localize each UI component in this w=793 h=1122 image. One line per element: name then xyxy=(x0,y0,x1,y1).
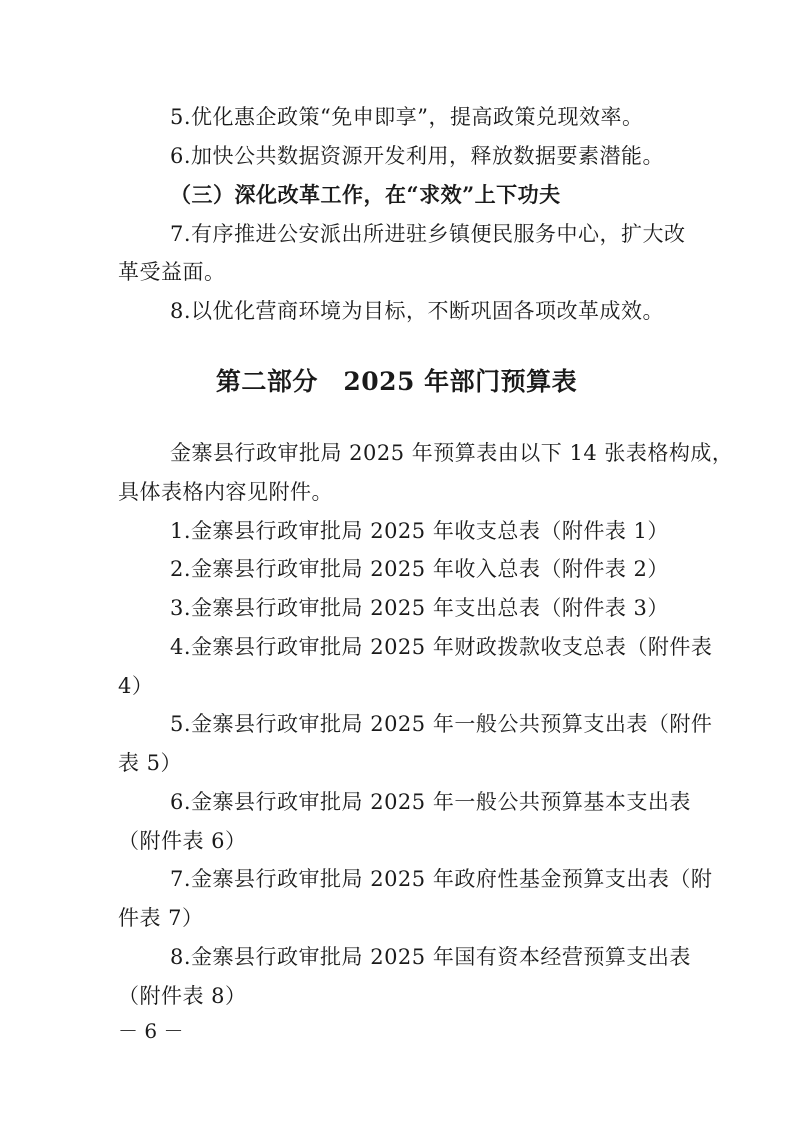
table-list-item-4-line-2: 4） xyxy=(118,674,154,698)
table-list-item-2: 2.金寨县行政审批局 2025 年收入总表（附件表 2） xyxy=(170,557,669,581)
page-number: － 6 － xyxy=(118,1019,184,1043)
paragraph-item-5: 5.优化惠企政策“免申即享”，提高政策兑现效率。 xyxy=(170,105,644,129)
paragraph-item-7-line-2: 革受益面。 xyxy=(118,260,226,284)
paragraph-item-6: 6.加快公共数据资源开发利用，释放数据要素潜能。 xyxy=(170,144,665,168)
table-list-item-8-line-1: 8.金寨县行政审批局 2025 年国有资本经营预算支出表 xyxy=(170,945,691,969)
table-list-item-5-line-1: 5.金寨县行政审批局 2025 年一般公共预算支出表（附件 xyxy=(170,712,713,736)
table-list-item-8-line-2: （附件表 8） xyxy=(118,984,247,1008)
paragraph-item-7-line-1: 7.有序推进公安派出所进驻乡镇便民服务中心，扩大改 xyxy=(170,222,686,246)
table-list-item-7-line-2: 件表 7） xyxy=(118,906,204,930)
table-list-item-4-line-1: 4.金寨县行政审批局 2025 年财政拨款收支总表（附件表 xyxy=(170,635,713,659)
intro-line-2: 具体表格内容见附件。 xyxy=(118,480,333,504)
table-list-item-6-line-1: 6.金寨县行政审批局 2025 年一般公共预算基本支出表 xyxy=(170,790,691,814)
intro-line-1: 金寨县行政审批局 2025 年预算表由以下 14 张表格构成， xyxy=(170,441,734,465)
part-two-title: 第二部分 2025 年部门预算表 xyxy=(215,367,578,396)
table-list-item-6-line-2: （附件表 6） xyxy=(118,829,247,853)
table-list-item-3: 3.金寨县行政审批局 2025 年支出总表（附件表 3） xyxy=(170,596,669,620)
paragraph-item-8: 8.以优化营商环境为目标，不断巩固各项改革成效。 xyxy=(170,299,665,323)
table-list-item-1: 1.金寨县行政审批局 2025 年收支总表（附件表 1） xyxy=(170,519,669,543)
table-list-item-5-line-2: 表 5） xyxy=(118,751,183,775)
table-list-item-7-line-1: 7.金寨县行政审批局 2025 年政府性基金预算支出表（附 xyxy=(170,867,713,891)
section-heading-3: （三）深化改革工作，在“求效”上下功夫 xyxy=(170,182,561,207)
